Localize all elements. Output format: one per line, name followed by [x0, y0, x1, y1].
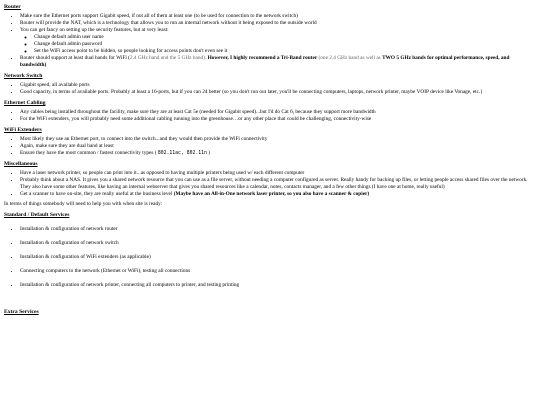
list-item: • Good capacity, in terms of available ports. Probably at least a 16-ports, but if you can 24 better (so you don't run out later, you'll be connecting computers, laptops, network printer, maybe VOIP device like Vonage, etc.): [20, 89, 536, 96]
list-item: [20, 150, 536, 157]
scanner-text-a: Get a scanner to have on-site, they are really useful at the business level: [20, 191, 173, 197]
list-item: [20, 191, 536, 198]
sub-list-item: ◦ Set the WiFi access point to be hidden, so people looking for access points don't even see it: [34, 48, 536, 55]
wifi-extenders-heading: WiFi Extenders: [4, 127, 42, 133]
bands-text-c: However, I highly recommend a Tri-Band router: [207, 55, 318, 61]
miscellaneous-heading: Miscellaneous: [4, 161, 38, 167]
list-item: • Any cables being installed throughout the facility, make sure they are at least Cat 5e (needed for Gigabit speed)...but I'd do Cat 6, because they support more bandwidth: [20, 109, 536, 116]
standard-services-list: [4, 226, 536, 289]
router-list: [4, 13, 536, 69]
bands-text-e: TWO 5 GHz bands for optimal performance, speed, and bandwidth): [20, 55, 510, 68]
types-text-b: 802.11ac, 802.11n: [157, 151, 207, 156]
types-text-c: ): [208, 150, 211, 156]
extra-services-heading: Extra Services: [4, 309, 39, 315]
security-sublist: [20, 34, 536, 55]
scanner-text-b: (Maybe have an All-in-One network laser printer, so you also have a scanner & copier): [173, 191, 370, 197]
network-switch-list: [4, 82, 536, 96]
sub-list-item: ◦ Change default admin password: [34, 41, 536, 48]
list-item: • Router will provide the NAT, which is a technology that allows you to run an internal network without it being exposed to the outside world: [20, 20, 536, 27]
standard-services-heading: Standard / Default Services: [4, 212, 70, 218]
wifi-extenders-list: [4, 136, 536, 157]
types-text-a: Ensure they have the most common / fastest connectivity types (: [20, 150, 157, 156]
list-item: • Make sure the Ethernet ports support Gigabit speed, if not all of them at least one (to be used for connection to the network switch): [20, 13, 536, 20]
router-heading: Router: [4, 4, 21, 10]
list-item: • Again, make sure they are dual band at least: [20, 143, 536, 150]
bands-text-b: 2.4 GHz band and the 5 GHz band).: [129, 55, 207, 61]
list-item: • For the WiFi extenders, you will probably need some additional cabling running into the greenhouse…or any other place that could be challenging, connectivity-wise: [20, 116, 536, 123]
miscellaneous-list: [4, 170, 536, 198]
list-item: [20, 27, 536, 55]
list-item: • Most likely they use an Ethernet port, to connect into the switch...and they would then provide the WiFi connectivity: [20, 136, 536, 143]
bands-text-d: (one 2.4 GHz band as well as: [318, 55, 381, 61]
list-item: [20, 55, 536, 69]
ethernet-cabling-heading: Ethernet Cabling: [4, 100, 46, 106]
ethernet-cabling-list: [4, 109, 536, 123]
intro-paragraph: In terms of things somebody will need to help you with when site is ready:: [4, 201, 163, 207]
list-item: • Installation & configuration of network router: [20, 226, 536, 233]
list-item: • Installation & configuration of WiFi extenders (as applicable): [20, 254, 536, 261]
list-item: • Have a laser network printer, so people can print into it...as opposed to having multiple printers being used w/ each different computer: [20, 170, 536, 177]
security-intro: You can get fancy on setting up the security features, but at very least:: [20, 27, 169, 33]
network-switch-heading: Network Switch: [4, 73, 43, 79]
bands-text-a: Router should support at least dual bands for WiFi (: [20, 55, 130, 61]
list-item: • Installation & configuration of network printer, connecting all computers to printer, and testing printing: [20, 282, 536, 289]
list-item: • Gigabit speed, all available ports: [20, 82, 536, 89]
list-item: • Connecting computers to the network (Ethernet or WiFi), testing all connections: [20, 268, 536, 275]
list-item: • Installation & configuration of network switch: [20, 240, 536, 247]
sub-list-item: ◦ Change default admin user name: [34, 34, 536, 41]
list-item: • Probably think about a NAS. It gives you a shared network resource that you can use as a file server, without needing a computer configured as server. Really handy for backing up files, or letting people access shared files over the network. They also have some other features, like having an internal webserver that gives you shared resources like a calendar, notes, contacts manager, and a few other things (I have one at home, really useful): [20, 177, 536, 191]
